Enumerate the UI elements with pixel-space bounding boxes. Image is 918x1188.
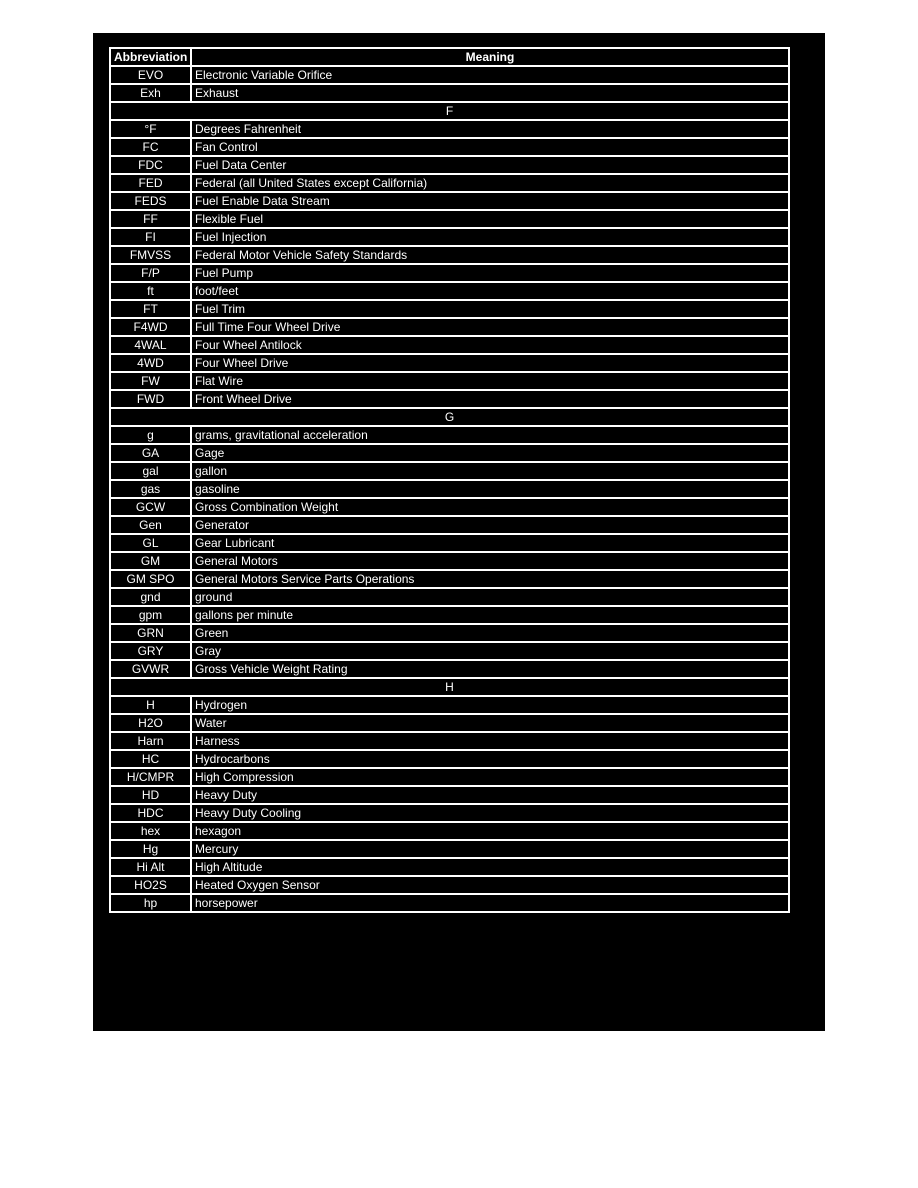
table-row — [110, 264, 789, 282]
table-row — [110, 642, 789, 660]
table-row — [110, 66, 789, 84]
abbreviation-cell: ft — [110, 282, 191, 300]
abbreviation-cell: HD — [110, 786, 191, 804]
meaning-cell: Four Wheel Drive — [191, 354, 789, 372]
table-row — [110, 390, 789, 408]
abbreviation-cell: Hg — [110, 840, 191, 858]
table-row — [110, 552, 789, 570]
meaning-cell: foot/feet — [191, 282, 789, 300]
abbreviation-cell: gas — [110, 480, 191, 498]
table-row — [110, 588, 789, 606]
table-row — [110, 750, 789, 768]
abbreviation-cell: gal — [110, 462, 191, 480]
table-row — [110, 318, 789, 336]
table-row — [110, 138, 789, 156]
abbreviation-cell: Exh — [110, 84, 191, 102]
meaning-cell: Gross Combination Weight — [191, 498, 789, 516]
meaning-cell: Federal Motor Vehicle Safety Standards — [191, 246, 789, 264]
table-row — [110, 768, 789, 786]
table-row — [110, 858, 789, 876]
meaning-cell: Flexible Fuel — [191, 210, 789, 228]
meaning-cell: Front Wheel Drive — [191, 390, 789, 408]
abbreviation-cell: FI — [110, 228, 191, 246]
meaning-cell: General Motors Service Parts Operations — [191, 570, 789, 588]
abbreviation-cell: GVWR — [110, 660, 191, 678]
abbreviation-cell: FED — [110, 174, 191, 192]
abbreviation-cell: °F — [110, 120, 191, 138]
abbreviation-cell: FMVSS — [110, 246, 191, 264]
meaning-cell: Four Wheel Antilock — [191, 336, 789, 354]
table-row — [110, 246, 789, 264]
table-row — [110, 228, 789, 246]
abbreviation-cell: 4WAL — [110, 336, 191, 354]
meaning-cell: Hydrocarbons — [191, 750, 789, 768]
table-row — [110, 714, 789, 732]
section-row — [110, 408, 789, 426]
table-row — [110, 822, 789, 840]
meaning-cell: Generator — [191, 516, 789, 534]
section-row — [110, 678, 789, 696]
column-header-meaning: Meaning — [191, 48, 789, 66]
abbreviation-cell: H — [110, 696, 191, 714]
table-row — [110, 282, 789, 300]
abbreviation-cell: HC — [110, 750, 191, 768]
meaning-cell: Fuel Trim — [191, 300, 789, 318]
abbreviation-cell: FWD — [110, 390, 191, 408]
abbreviation-cell: EVO — [110, 66, 191, 84]
meaning-cell: High Compression — [191, 768, 789, 786]
abbreviation-cell: GL — [110, 534, 191, 552]
abbreviation-cell: GM — [110, 552, 191, 570]
table-row — [110, 84, 789, 102]
column-header-abbreviation: Abbreviation — [110, 48, 191, 66]
meaning-cell: Gray — [191, 642, 789, 660]
table-row — [110, 876, 789, 894]
meaning-cell: General Motors — [191, 552, 789, 570]
meaning-cell: Full Time Four Wheel Drive — [191, 318, 789, 336]
table-body — [110, 66, 789, 912]
table-row — [110, 624, 789, 642]
meaning-cell: Gage — [191, 444, 789, 462]
abbreviation-cell: g — [110, 426, 191, 444]
meaning-cell: Federal (all United States except California) — [191, 174, 789, 192]
meaning-cell: hexagon — [191, 822, 789, 840]
section-letter: G — [110, 408, 789, 426]
abbreviation-cell: Hi Alt — [110, 858, 191, 876]
abbreviation-cell: hex — [110, 822, 191, 840]
section-letter: H — [110, 678, 789, 696]
abbreviation-cell: FC — [110, 138, 191, 156]
table-row — [110, 336, 789, 354]
abbreviation-cell: gnd — [110, 588, 191, 606]
meaning-cell: grams, gravitational acceleration — [191, 426, 789, 444]
table-row — [110, 480, 789, 498]
meaning-cell: Flat Wire — [191, 372, 789, 390]
meaning-cell: Exhaust — [191, 84, 789, 102]
meaning-cell: horsepower — [191, 894, 789, 912]
table-row — [110, 120, 789, 138]
table-header-row — [110, 48, 789, 66]
meaning-cell: Fan Control — [191, 138, 789, 156]
table-row — [110, 300, 789, 318]
table-row — [110, 570, 789, 588]
meaning-cell: Water — [191, 714, 789, 732]
meaning-cell: gasoline — [191, 480, 789, 498]
table-row — [110, 210, 789, 228]
abbreviation-cell: FF — [110, 210, 191, 228]
table-row — [110, 516, 789, 534]
section-letter: F — [110, 102, 789, 120]
table-row — [110, 174, 789, 192]
table-row — [110, 786, 789, 804]
meaning-cell: Hydrogen — [191, 696, 789, 714]
meaning-cell: Gear Lubricant — [191, 534, 789, 552]
table-row — [110, 426, 789, 444]
meaning-cell: Heavy Duty Cooling — [191, 804, 789, 822]
meaning-cell: Heavy Duty — [191, 786, 789, 804]
meaning-cell: gallon — [191, 462, 789, 480]
abbreviation-cell: H2O — [110, 714, 191, 732]
abbreviation-cell: GM SPO — [110, 570, 191, 588]
meaning-cell: Green — [191, 624, 789, 642]
abbreviation-cell: hp — [110, 894, 191, 912]
abbreviation-cell: H/CMPR — [110, 768, 191, 786]
abbreviation-cell: gpm — [110, 606, 191, 624]
meaning-cell: Fuel Injection — [191, 228, 789, 246]
table-row — [110, 192, 789, 210]
table-row — [110, 606, 789, 624]
table-row — [110, 840, 789, 858]
meaning-cell: Harness — [191, 732, 789, 750]
table-row — [110, 894, 789, 912]
abbreviation-table — [109, 47, 790, 913]
meaning-cell: Mercury — [191, 840, 789, 858]
abbreviation-cell: GA — [110, 444, 191, 462]
meaning-cell: Fuel Data Center — [191, 156, 789, 174]
abbreviation-cell: HDC — [110, 804, 191, 822]
abbreviation-cell: GCW — [110, 498, 191, 516]
abbreviation-cell: FDC — [110, 156, 191, 174]
meaning-cell: gallons per minute — [191, 606, 789, 624]
abbreviation-cell: F/P — [110, 264, 191, 282]
meaning-cell: Heated Oxygen Sensor — [191, 876, 789, 894]
table-row — [110, 804, 789, 822]
table-row — [110, 462, 789, 480]
table-row — [110, 444, 789, 462]
table-row — [110, 156, 789, 174]
table-row — [110, 354, 789, 372]
abbreviation-cell: 4WD — [110, 354, 191, 372]
table-row — [110, 498, 789, 516]
meaning-cell: High Altitude — [191, 858, 789, 876]
abbreviation-cell: FW — [110, 372, 191, 390]
table-row — [110, 696, 789, 714]
table-row — [110, 534, 789, 552]
abbreviation-cell: Gen — [110, 516, 191, 534]
abbreviation-cell: HO2S — [110, 876, 191, 894]
meaning-cell: Gross Vehicle Weight Rating — [191, 660, 789, 678]
abbreviation-cell: FEDS — [110, 192, 191, 210]
abbreviation-cell: FT — [110, 300, 191, 318]
meaning-cell: ground — [191, 588, 789, 606]
abbreviation-cell: GRN — [110, 624, 191, 642]
abbreviation-cell: F4WD — [110, 318, 191, 336]
meaning-cell: Fuel Enable Data Stream — [191, 192, 789, 210]
meaning-cell: Electronic Variable Orifice — [191, 66, 789, 84]
meaning-cell: Fuel Pump — [191, 264, 789, 282]
meaning-cell: Degrees Fahrenheit — [191, 120, 789, 138]
section-row — [110, 102, 789, 120]
table-row — [110, 732, 789, 750]
table-row — [110, 660, 789, 678]
abbreviation-cell: GRY — [110, 642, 191, 660]
table-row — [110, 372, 789, 390]
abbreviation-cell: Harn — [110, 732, 191, 750]
